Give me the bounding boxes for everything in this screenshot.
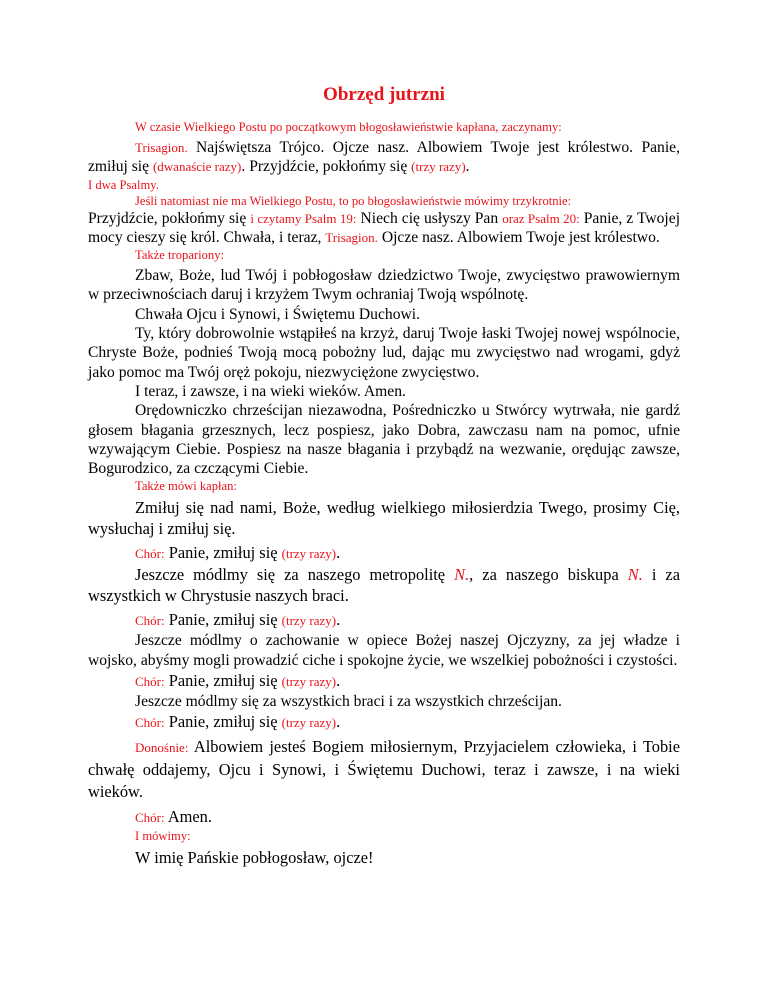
text: i za wszystkich w Chrystusie naszych braci. (88, 565, 680, 606)
rubric-trisagion: Trisagion. (325, 229, 378, 245)
text: Panie, zmiłuj się (164, 671, 282, 691)
rubric-priest: Także mówi kapłan: (135, 479, 237, 494)
choir-response (88, 542, 680, 564)
rubric-trisagion: Trisagion. (135, 140, 188, 155)
text: Jeszcze módlmy się za naszego metropolitę (135, 565, 455, 585)
text: . (336, 712, 341, 732)
rubric-three-times: (trzy razy) (281, 546, 337, 562)
paragraph-lent-opening (88, 138, 680, 177)
litany-petition-4: Jeszcze módlmy się za wszystkich braci i za wszystkich chrześcijan. (135, 693, 562, 711)
choir-label: Chór: (135, 546, 165, 562)
text: Panie, zmiłuj się (164, 610, 282, 630)
choir-response (88, 670, 680, 692)
text: Najświętsza Trójco. Ojcze nasz. Albowiem Twoje jest królestwo. Panie, zmiłuj się (88, 139, 680, 176)
text: . (336, 543, 341, 563)
choir-label: Chór: (135, 715, 165, 731)
choir-response (88, 609, 680, 631)
final-blessing-request: W imię Pańskie pobłogosław, ojcze! (135, 848, 374, 868)
text: Panie, zmiłuj się (164, 543, 282, 563)
choir-label: Chór: (135, 810, 165, 826)
text: Amen. (164, 807, 212, 827)
rubric-psalm-19: i czytamy Psalm 19: (250, 210, 357, 226)
rubric-three-times: (trzy razy) (411, 159, 466, 175)
rubric-lent: W czasie Wielkiego Postu po początkowym błogosławieństwie kapłana, zaczynamy: (135, 120, 562, 134)
page-title: Obrzęd jutrzni (323, 84, 445, 105)
paragraph-not-lent (88, 209, 680, 248)
text: Przyjdźcie, pokłońmy się (88, 209, 251, 227)
ekphonesis (88, 736, 680, 803)
text: . (336, 671, 341, 691)
troparion-1: Zbaw, Boże, lud Twój i pobłogosław dziedzictwo Twoje, zwycięstwo prawowiernym w przeciwnościach daruj i krzyżem Twym ochraniaj Twoją wspólnotę. (88, 267, 680, 304)
rubric-not-lent: Jeśli natomiast nie ma Wielkiego Postu, to po błogosławieństwie mówimy trzykrotnie: (135, 193, 572, 208)
text: Niech cię usłyszy Pan (356, 209, 503, 227)
text: . (336, 610, 341, 630)
rubric-three-times: (trzy razy) (281, 674, 337, 690)
rubric-twelve-times: (dwanaście razy) (152, 159, 242, 175)
text: . (465, 158, 470, 176)
litany-petition-1: Zmiłuj się nad nami, Boże, według wielkiego miłosierdzia Twego, prosimy Cię, wysłuchaj i zmiłuj się. (88, 498, 680, 539)
choir-label: Chór: (135, 613, 165, 629)
litany-petition-2 (88, 564, 680, 606)
rubric-troparia: Także tropariony: (135, 248, 224, 263)
name-placeholder: N. (454, 565, 470, 585)
glory-verse: Chwała Ojcu i Synowi, i Świętemu Duchowi. (135, 305, 420, 323)
text: Panie, zmiłuj się (164, 712, 282, 732)
name-placeholder: N. (627, 565, 643, 585)
rubric-psalms: I dwa Psalmy. (88, 177, 159, 192)
litany-petition-3: Jeszcze módlmy o zachowanie w opiece Bożej naszej Ojczyzny, za jej władze i wojsko, abyśmy mogli prowadzić ciche i spokojne życie, we wszelkiej pobożności i czystości. (88, 632, 680, 669)
text: Panie, z Twojej mocy cieszy się król. Chwała, i teraz, (88, 209, 681, 246)
document-page (88, 84, 680, 868)
rubric-we-say: I mówimy: (135, 829, 191, 844)
choir-label: Chór: (135, 674, 165, 690)
troparion-2: Ty, który dobrowolnie wstąpiłeś na krzyż, daruj Twoje łaski Twojej nowej wspólnocie, Chryste Boże, podnieś Twoją mocą pobożny lud, dając mu zwycięstwo nad wrogami, gdyż jako pomoc ma Twój oręż pokoju, niezwyciężone zwycięstwo. (88, 325, 680, 381)
text: . Przyjdźcie, pokłońmy się (241, 158, 412, 176)
rubric-three-times: (trzy razy) (281, 613, 337, 629)
choir-amen (88, 806, 680, 828)
rubric-psalm-20: oraz Psalm 20: (502, 210, 580, 226)
text: Albowiem jesteś Bogiem miłosiernym, Przyjacielem człowieka, i Tobie chwałę oddajemy, Ojcu i Synowi, i Świętemu Duchowi, teraz i zawsze, i na wieki wieków. (88, 737, 680, 802)
text: Ojcze nasz. Albowiem Twoje jest królestwo. (377, 228, 660, 246)
kontakion: Orędowniczko chrześcijan niezawodna, Pośredniczko u Stwórcy wytrwała, nie gardź głosem błagania grzesznych, lecz pospiesz, jako Dobra, zawczasu nam na pomoc, ufnie wzywającym Ciebie. Pospiesz na nasze błagania i przybądź na wezwanie, orędując zawsze, Bogurodzico, za czczącymi Ciebie. (88, 402, 680, 478)
rubric-three-times: (trzy razy) (281, 715, 337, 731)
rubric-aloud: Donośnie: (135, 740, 189, 756)
choir-response (88, 711, 680, 733)
now-and-ever-verse: I teraz, i zawsze, i na wieki wieków. Amen. (135, 382, 406, 400)
text: , za naszego biskupa (469, 565, 628, 585)
